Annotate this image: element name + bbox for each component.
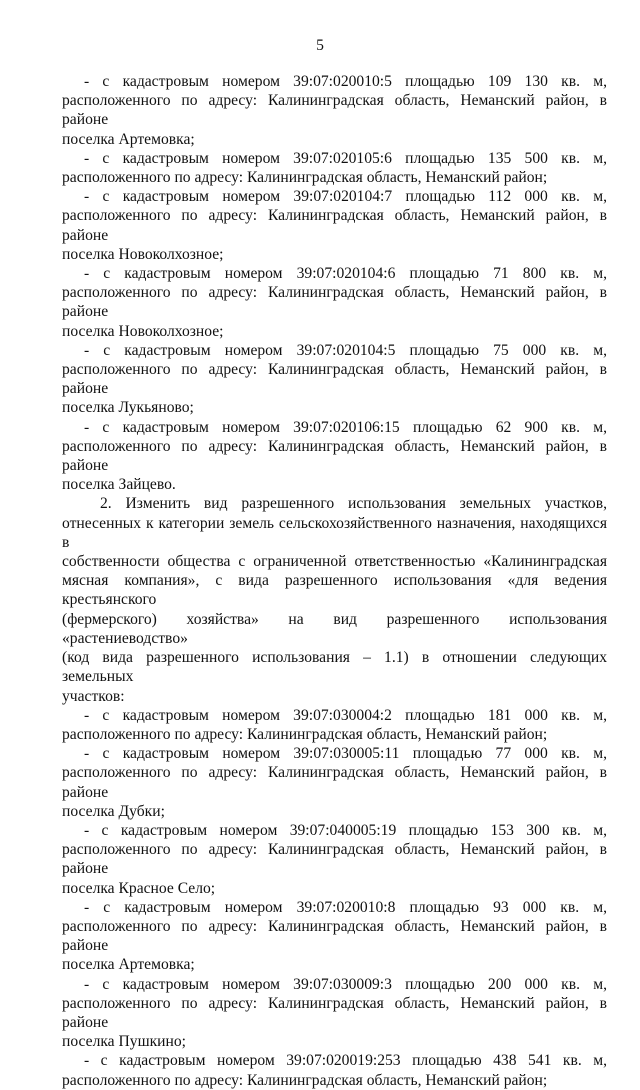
plot-locality-line: поселка Лукьяново; [62,399,194,417]
plot-address-line: расположенного по адресу: Калининградская область, Неманский район, в районе [62,994,607,1031]
paragraph-line: участков: [62,687,125,705]
paragraph-2 [62,494,607,705]
plot-locality-line: поселка Новоколхозное; [62,245,224,263]
plot-locality-line: поселка Артемовка; [62,956,195,974]
paragraph-line: отнесенных к категории земель сельскохозяйственного назначения, находящихся в [62,514,607,551]
plot-cadastral-line: - с кадастровым номером 39:07:020019:253 площадью 438 541 кв. м, [84,1052,607,1070]
plot-cadastral-line: - с кадастровым номером 39:07:030005:11 площадью 77 000 кв. м, [84,745,607,763]
land-plot-item [62,744,607,821]
plot-cadastral-line: - с кадастровым номером 39:07:040005:19 площадью 153 300 кв. м, [84,821,607,839]
paragraph-line: (фермерского) хозяйства» на вид разрешенного использования «растениеводство» [62,610,607,647]
land-plot-list-2 [62,706,607,1090]
plot-address-line: расположенного по адресу: Калининградская область, Неманский район, в районе [62,917,607,955]
plot-cadastral-line: - с кадастровым номером 39:07:030009:3 площадью 200 000 кв. м, [84,975,607,993]
plot-cadastral-line: - с кадастровым номером 39:07:020105:6 площадью 135 500 кв. м, [84,149,607,167]
plot-address-line: расположенного по адресу: Калининградская область, Неманский район, в районе [62,92,607,129]
plot-cadastral-line: - с кадастровым номером 39:07:020104:7 площадью 112 000 кв. м, [84,188,607,206]
plot-address-line: расположенного по адресу: Калининградская область, Неманский район, в районе [62,361,607,398]
plot-locality-line: поселка Новоколхозное; [62,322,224,340]
plot-cadastral-line: - с кадастровым номером 39:07:020104:6 площадью 71 800 кв. м, [84,265,607,283]
land-plot-item [62,72,607,149]
plot-cadastral-line: - с кадастровым номером 39:07:020104:5 площадью 75 000 кв. м, [84,341,607,359]
plot-address-line: расположенного по адресу: Калининградская область, Неманский район; [62,1071,548,1089]
land-plot-item [62,821,607,898]
plot-address-line: расположенного по адресу: Калининградская область, Неманский район, в районе [62,437,607,475]
plot-cadastral-line: - с кадастровым номером 39:07:020106:15 площадью 62 900 кв. м, [84,418,607,436]
page-number: 5 [316,37,324,54]
plot-address-line: расположенного по адресу: Калининградская область, Неманский район, в районе [62,284,607,321]
paragraph-line: мясная компания», с вида разрешенного использования «для ведения крестьянского [62,572,607,609]
land-plot-item [62,341,607,418]
plot-cadastral-line: - с кадастровым номером 39:07:030004:2 площадью 181 000 кв. м, [84,706,607,724]
paragraph-line: 2. Изменить вид разрешенного использования земельных участков, [100,495,607,513]
paragraph-line: (код вида разрешенного использования – 1.1) в отношении следующих земельных [62,649,607,686]
plot-address-line: расположенного по адресу: Калининградская область, Неманский район, в районе [62,841,607,878]
plot-cadastral-line: - с кадастровым номером 39:07:020010:5 площадью 109 130 кв. м, [84,73,607,90]
land-plot-item [62,149,607,187]
land-plot-item [62,187,607,264]
plot-locality-line: поселка Артемовка; [62,130,195,148]
plot-cadastral-line: - с кадастровым номером 39:07:020010:8 площадью 93 000 кв. м, [84,898,607,916]
land-plot-item [62,898,607,975]
plot-address-line: расположенного по адресу: Калининградская область, Неманский район; [62,169,548,187]
land-plot-item [62,418,607,495]
paragraph-line: собственности общества с ограниченной ответственностью «Калининградская [62,553,607,571]
plot-locality-line: поселка Пушкино; [62,1033,186,1051]
plot-address-line: расположенного по адресу: Калининградская область, Неманский район, в районе [62,207,607,244]
land-plot-item [62,1051,607,1089]
document-body [62,72,607,1090]
land-plot-item [62,975,607,1052]
land-plot-item [62,264,607,341]
plot-locality-line: поселка Красное Село; [62,879,216,897]
plot-address-line: расположенного по адресу: Калининградская область, Неманский район, в районе [62,764,607,801]
plot-locality-line: поселка Зайцево. [62,476,176,494]
land-plot-list-1 [62,72,607,494]
plot-locality-line: поселка Дубки; [62,802,165,820]
plot-address-line: расположенного по адресу: Калининградская область, Неманский район; [62,725,548,743]
land-plot-item [62,706,607,744]
